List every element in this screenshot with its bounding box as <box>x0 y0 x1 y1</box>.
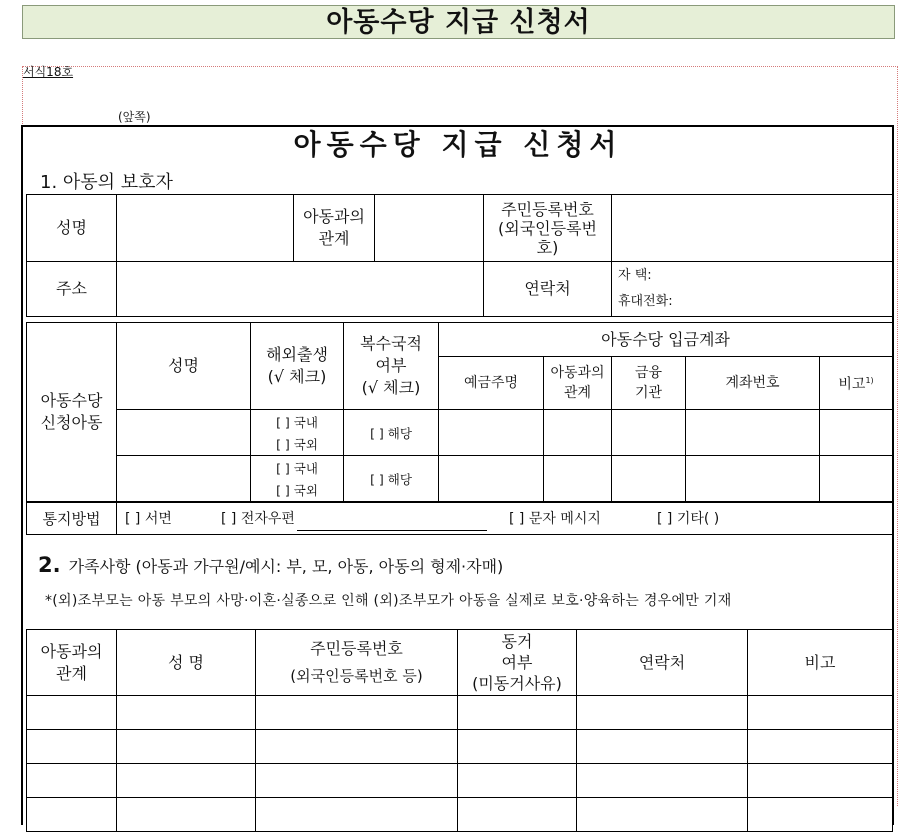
account-holder-header: 예금주명 <box>439 357 544 410</box>
notify-options <box>117 503 893 535</box>
family-cohab-line3: (미동거사유) <box>472 674 562 693</box>
family-id-header <box>256 630 458 696</box>
family-relation-line2: 관계 <box>56 663 87 683</box>
notify-table <box>26 502 893 535</box>
family-cell[interactable] <box>577 798 748 832</box>
guardian-address-label: 주소 <box>27 262 117 317</box>
child1-opt-applicable[interactable]: [ ] 해당 <box>370 425 412 441</box>
section2-number: 2. <box>38 553 61 577</box>
dual-citizenship-header <box>344 323 439 410</box>
form-title: 아동수당 지급 신청서 <box>293 128 623 161</box>
section2-note: *(외)조부모는 아동 부모의 사망·이혼·실종으로 인해 (외)조부모가 아동을 실제로 보호·양육하는 경우에만 기재 <box>45 593 732 609</box>
guardian-address-input[interactable] <box>117 262 484 317</box>
children-group-line1: 아동수당 <box>40 391 103 410</box>
mobile-phone-label: 휴대전화: <box>618 294 673 309</box>
overseas-line2: (√ 체크) <box>267 367 327 386</box>
family-row <box>27 764 893 798</box>
child1-name-input[interactable] <box>117 410 251 456</box>
family-id-line2: (외국인등록번호 등) <box>290 667 423 685</box>
dual-line3: (√ 체크) <box>361 378 421 397</box>
bank-line2: 기관 <box>634 385 663 401</box>
child1-opt-domestic[interactable]: [ ] 국내 <box>276 414 318 430</box>
child-name-header: 성명 <box>117 323 251 410</box>
children-group-line2: 신청아동 <box>40 413 103 432</box>
guardian-relation-line1: 아동과의 <box>303 207 365 226</box>
child2-relation-input[interactable] <box>544 456 612 502</box>
child2-account-input[interactable] <box>686 456 820 502</box>
child2-bank-input[interactable] <box>612 456 686 502</box>
family-cell[interactable] <box>748 798 893 832</box>
family-cell[interactable] <box>458 798 577 832</box>
family-cell[interactable] <box>458 696 577 730</box>
family-cell[interactable] <box>117 764 256 798</box>
bank-line1: 금융 <box>634 365 663 381</box>
guardian-relation-label <box>294 195 375 262</box>
family-cell[interactable] <box>256 798 458 832</box>
child1-account-input[interactable] <box>686 410 820 456</box>
notify-opt-mail[interactable]: [ ] 서면 <box>125 511 172 527</box>
family-row <box>27 730 893 764</box>
family-remarks-header: 비고 <box>748 630 893 696</box>
home-phone-label: 자 택: <box>618 268 652 283</box>
account-relation-line1: 아동과의 <box>550 365 605 381</box>
page-guide-top <box>22 66 898 67</box>
family-cell[interactable] <box>256 764 458 798</box>
children-table <box>26 322 893 502</box>
family-cohab-line1: 동거 <box>501 632 533 651</box>
child1-remarks-input[interactable] <box>820 410 893 456</box>
family-cell[interactable] <box>256 696 458 730</box>
section2-heading <box>38 553 503 577</box>
family-cell[interactable] <box>458 730 577 764</box>
family-contact-header: 연락처 <box>577 630 748 696</box>
family-cell[interactable] <box>117 730 256 764</box>
remarks-header-text: 비고 <box>838 376 866 393</box>
family-relation-line1: 아동과의 <box>40 641 103 661</box>
family-cohab-header <box>458 630 577 696</box>
child2-name-input[interactable] <box>117 456 251 502</box>
notify-opt-other[interactable]: [ ] 기타( ) <box>657 511 720 527</box>
child2-opt-applicable[interactable]: [ ] 해당 <box>370 471 412 487</box>
guardian-relation-input[interactable] <box>375 195 484 262</box>
child1-holder-input[interactable] <box>439 410 544 456</box>
family-row <box>27 696 893 730</box>
page-side-label: (앞쪽) <box>118 110 151 124</box>
child1-bank-input[interactable] <box>612 410 686 456</box>
family-cell[interactable] <box>577 730 748 764</box>
child2-opt-domestic[interactable]: [ ] 국내 <box>276 460 318 476</box>
guardian-contact-cell[interactable] <box>612 262 893 317</box>
child2-holder-input[interactable] <box>439 456 544 502</box>
family-cohab-line2: 여부 <box>501 653 533 672</box>
family-cell[interactable] <box>458 764 577 798</box>
family-table <box>26 629 893 832</box>
children-group-label <box>27 323 117 502</box>
family-cell[interactable] <box>577 696 748 730</box>
guardian-name-label: 성명 <box>27 195 117 262</box>
account-number-header: 계좌번호 <box>686 357 820 410</box>
family-cell[interactable] <box>27 730 117 764</box>
family-id-line1: 주민등록번호 <box>310 639 403 658</box>
family-cell[interactable] <box>117 696 256 730</box>
account-relation-header <box>544 357 612 410</box>
child1-overseas-options <box>251 410 344 456</box>
family-cell[interactable] <box>748 696 893 730</box>
section2-title: 가족사항 (아동과 가구원/예시: 부, 모, 아동, 아동의 형제·자매) <box>68 557 504 576</box>
email-underline <box>297 530 487 531</box>
family-cell[interactable] <box>27 696 117 730</box>
family-cell[interactable] <box>256 730 458 764</box>
child2-remarks-input[interactable] <box>820 456 893 502</box>
child2-overseas-options <box>251 456 344 502</box>
remarks-header <box>820 357 893 410</box>
family-cell[interactable] <box>27 764 117 798</box>
family-cell[interactable] <box>748 764 893 798</box>
child1-relation-input[interactable] <box>544 410 612 456</box>
dual-line2: 여부 <box>375 356 407 375</box>
child2-opt-foreign[interactable]: [ ] 국외 <box>276 482 318 498</box>
family-row <box>27 798 893 832</box>
notify-label: 통지방법 <box>27 503 117 535</box>
family-relation-header <box>27 630 117 696</box>
dual-line1: 복수국적 <box>360 334 422 353</box>
notify-opt-email[interactable]: [ ] 전자우편 <box>221 511 295 527</box>
overseas-line1: 해외출생 <box>266 345 328 364</box>
family-cell[interactable] <box>27 798 117 832</box>
family-cell[interactable] <box>117 798 256 832</box>
guardian-relation-line2: 관계 <box>318 229 350 248</box>
guardian-table <box>26 194 893 317</box>
section1-heading: 1. 아동의 보호자 <box>40 172 173 193</box>
guardian-id-input[interactable] <box>612 195 893 262</box>
guardian-name-input[interactable] <box>117 195 294 262</box>
page-guide-right <box>897 66 898 806</box>
header-bar <box>22 5 895 39</box>
family-name-header: 성 명 <box>117 630 256 696</box>
guardian-id-line1: 주민등록번호 <box>501 199 594 219</box>
guardian-contact-label: 연락처 <box>484 262 612 317</box>
account-relation-line2: 관계 <box>563 385 592 401</box>
family-cell[interactable] <box>748 730 893 764</box>
remarks-footnote-mark: 1) <box>865 376 874 386</box>
guardian-id-label <box>484 195 612 262</box>
overseas-birth-header <box>251 323 344 410</box>
account-header: 아동수당 입금계좌 <box>439 323 893 357</box>
bank-header <box>612 357 686 410</box>
child2-dual-option-cell <box>344 456 439 502</box>
child1-opt-foreign[interactable]: [ ] 국외 <box>276 436 318 452</box>
child1-dual-option-cell <box>344 410 439 456</box>
notify-opt-sms[interactable]: [ ] 문자 메시지 <box>509 511 601 527</box>
header-title: 아동수당 지급 신청서 <box>326 7 591 38</box>
form-number: 서식18호 <box>23 65 74 79</box>
family-cell[interactable] <box>577 764 748 798</box>
guardian-id-line2: (외국인등록번 <box>498 218 597 238</box>
guardian-id-line3: 호) <box>536 237 559 257</box>
